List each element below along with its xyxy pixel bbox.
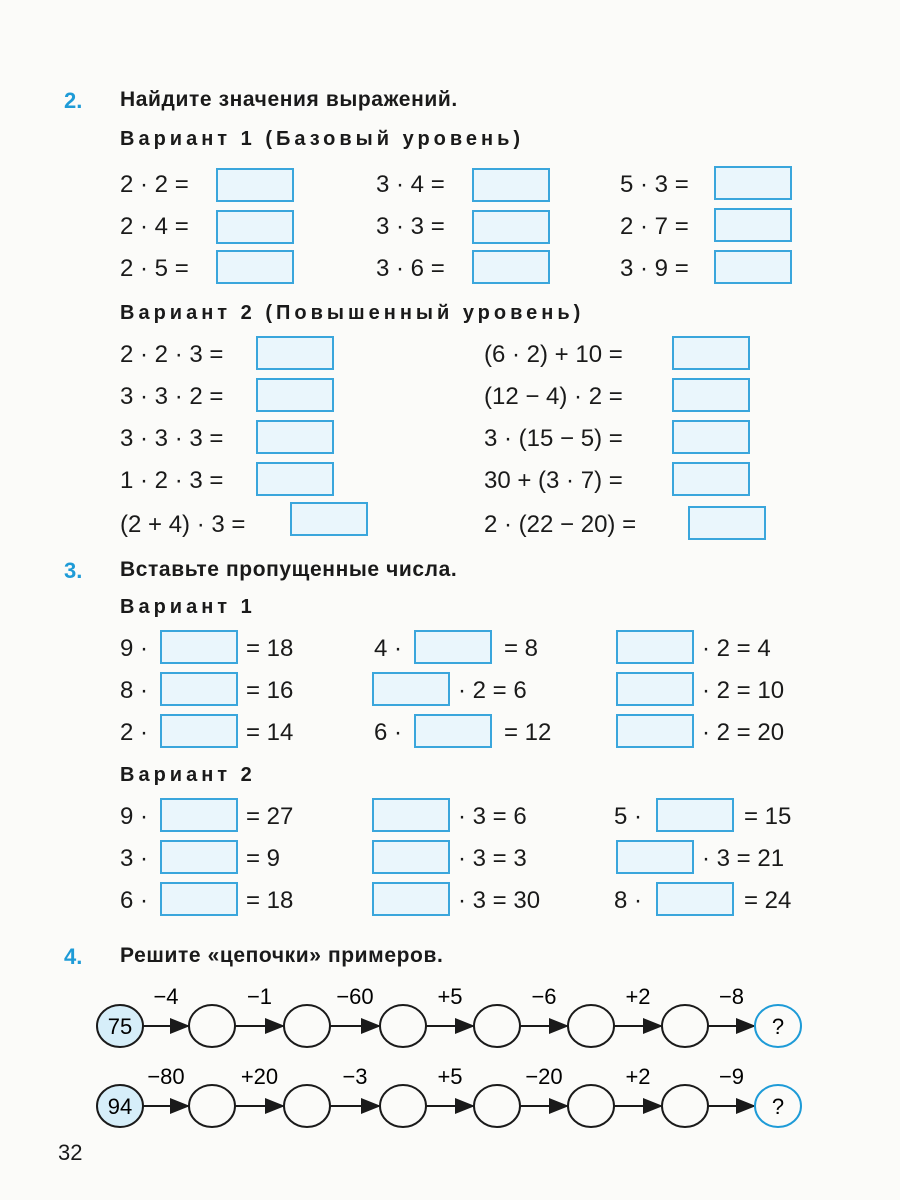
- expression-suffix: = 27: [246, 803, 294, 830]
- expression-suffix: = 18: [246, 887, 294, 914]
- chain-operation: −1: [246, 984, 273, 1009]
- expression-suffix: · 2 = 6: [458, 677, 527, 704]
- chain-operation: −9: [718, 1064, 745, 1089]
- expression: 2 · 2 =: [120, 171, 189, 198]
- chain-end-value: ?: [771, 1094, 785, 1119]
- expression-suffix: · 2 = 10: [702, 677, 785, 704]
- chain-circle[interactable]: [284, 1085, 330, 1127]
- variant-label: Вариант 2 (Повышенный уровень): [120, 302, 585, 324]
- expression-suffix: · 3 = 6: [458, 803, 527, 830]
- chain-operation: −20: [525, 1064, 563, 1089]
- task-number-4: 4.: [64, 944, 83, 969]
- expression-suffix: = 15: [744, 803, 792, 830]
- expression-suffix: = 9: [246, 845, 281, 872]
- expression: 3 · 4 =: [376, 171, 445, 198]
- chain-operation: +2: [625, 984, 651, 1009]
- expression-suffix: = 12: [504, 719, 552, 746]
- expression-suffix: · 2 = 4: [702, 635, 771, 662]
- expression-suffix: = 18: [246, 635, 294, 662]
- expression-prefix: 8 ·: [120, 677, 149, 704]
- chain-operation: −6: [531, 984, 557, 1009]
- expression-suffix: · 2 = 20: [702, 719, 785, 746]
- expression: 2 · 4 =: [120, 213, 189, 240]
- expression: 3 · 9 =: [620, 255, 689, 282]
- expression-suffix: · 3 = 3: [458, 845, 527, 872]
- chain-operation: +2: [625, 1064, 651, 1089]
- task-title-3: Вставьте пропущенные числа.: [120, 558, 458, 581]
- chain-operation: +20: [240, 1064, 279, 1089]
- page-number: 32: [58, 1140, 83, 1165]
- expression: (6 · 2) + 10 =: [484, 341, 623, 368]
- expression-prefix: 5 ·: [614, 803, 643, 830]
- expression: 2 · 2 · 3 =: [120, 341, 224, 368]
- expression-prefix: 8 ·: [614, 887, 643, 914]
- chain-circle[interactable]: [284, 1005, 330, 1047]
- task-number-3: 3.: [64, 558, 83, 583]
- expression-suffix: · 3 = 30: [458, 887, 541, 914]
- chain-circle[interactable]: [662, 1005, 708, 1047]
- task-title-4: Решите «цепочки» примеров.: [120, 944, 444, 967]
- variant-label: Вариант 1: [120, 596, 256, 618]
- chain-operation: +5: [437, 1064, 463, 1089]
- expression: 2 · 7 =: [620, 213, 689, 240]
- variant-label: Вариант 1 (Базовый уровень): [120, 128, 525, 150]
- chain-circle[interactable]: [189, 1005, 235, 1047]
- chain-operation: −4: [153, 984, 179, 1009]
- task-title-2: Найдите значения выражений.: [120, 88, 458, 111]
- chain-circle[interactable]: [568, 1005, 614, 1047]
- expression: 3 · 3 · 2 =: [120, 383, 224, 410]
- expression: (2 + 4) · 3 =: [120, 511, 246, 538]
- chain-circle[interactable]: [662, 1085, 708, 1127]
- chain-end-value: ?: [771, 1014, 785, 1039]
- chain-circle[interactable]: [189, 1085, 235, 1127]
- chain-2: [97, 1064, 801, 1127]
- expression-prefix: 9 ·: [120, 803, 149, 830]
- expression: 2 · (22 − 20) =: [484, 511, 637, 538]
- expression: 3 · 3 =: [376, 213, 445, 240]
- expression-prefix: 2 ·: [120, 719, 149, 746]
- chain-operation: −60: [336, 984, 374, 1009]
- chain-operation: +5: [437, 984, 463, 1009]
- chain-circle[interactable]: [380, 1005, 426, 1047]
- expression: 2 · 5 =: [120, 255, 189, 282]
- chain-start-value: 94: [107, 1094, 133, 1119]
- expression: 30 + (3 · 7) =: [484, 467, 623, 494]
- expression-prefix: 6 ·: [374, 719, 403, 746]
- chain-start-value: 75: [107, 1014, 133, 1039]
- expression: 3 · 3 · 3 =: [120, 425, 224, 452]
- expression-suffix: = 16: [246, 677, 294, 704]
- expression-suffix: = 8: [504, 635, 539, 662]
- expression: 1 · 2 · 3 =: [120, 467, 224, 494]
- chain-operation: −8: [718, 984, 745, 1009]
- chain-circle[interactable]: [380, 1085, 426, 1127]
- expression-suffix: · 3 = 21: [702, 845, 785, 872]
- chain-circle[interactable]: [568, 1085, 614, 1127]
- chain-1: [97, 984, 801, 1047]
- chain-operation: −80: [147, 1064, 185, 1089]
- expression: 5 · 3 =: [620, 171, 689, 198]
- expression: 3 · (15 − 5) =: [484, 425, 623, 452]
- chain-circle[interactable]: [474, 1085, 520, 1127]
- expression-suffix: = 24: [744, 887, 792, 914]
- task-number-2: 2.: [64, 88, 83, 113]
- expression-prefix: 6 ·: [120, 887, 149, 914]
- variant-label: Вариант 2: [120, 764, 256, 786]
- expression: (12 − 4) · 2 =: [484, 383, 623, 410]
- expression-prefix: 9 ·: [120, 635, 149, 662]
- chain-circle[interactable]: [474, 1005, 520, 1047]
- expression-suffix: = 14: [246, 719, 294, 746]
- expression: 3 · 6 =: [376, 255, 445, 282]
- expression-prefix: 4 ·: [374, 635, 403, 662]
- chain-operation: −3: [342, 1064, 368, 1089]
- expression-prefix: 3 ·: [120, 845, 149, 872]
